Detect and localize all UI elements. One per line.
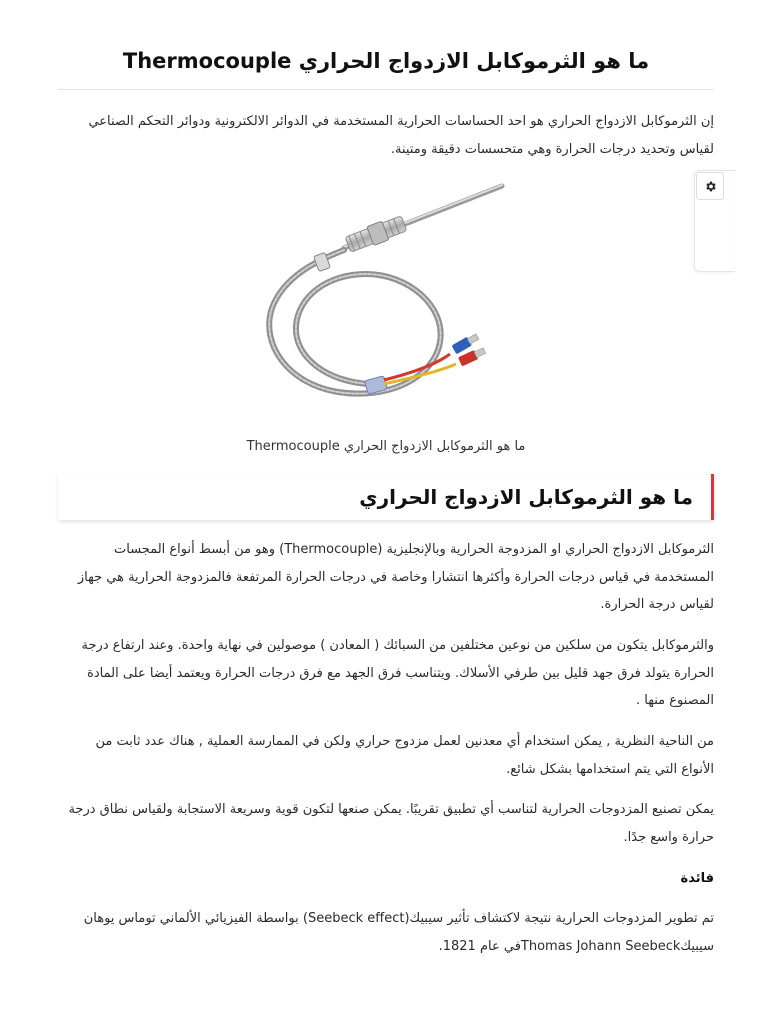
- section-heading: ما هو الثرموكابل الازدواج الحراري: [359, 485, 693, 509]
- figure-caption: ما هو الثرموكابل الازدواج الحراري Thermocouple: [246, 439, 526, 454]
- section-paragraph-1: الثرموكابل الازدواج الحراري او المزدوجة الحرارية وبالإنجليزية (Thermocouple) وهو من أبسط أنواع المجسات المستخدمة في قياس درجات الحرارة وأكثرها انتشارا وخاصة في درجات الحرارة المرتفعة فالمزدوجة الحرارية هي جهاز لقياس درجة الحرارة.: [77, 542, 714, 612]
- gear-icon: [704, 180, 717, 193]
- note-heading: فائدة: [680, 871, 714, 886]
- thermocouple-image: [258, 178, 514, 410]
- page-title: ما هو الثرموكابل الازدواج الحراري Thermocouple: [122, 49, 650, 73]
- section-heading-box: [58, 474, 714, 520]
- title-divider: [58, 89, 714, 90]
- section-paragraph-3: من الناحية النظرية , يمكن استخدام أي معدنين لعمل مزدوج حراري ولكن في الممارسة العملية , هناك عدد ثابت من الأنواع التي يتم استخدامها بشكل شائع.: [95, 734, 714, 777]
- thermocouple-illustration: [258, 178, 514, 410]
- section-paragraph-4: يمكن تصنيع المزدوجات الحرارية لتناسب أي تطبيق تقريبًا. يمكن صنعها لتكون قوية وسريعة الاستجابة ولقياس نطاق درجة حرارة واسع جدًا.: [68, 802, 714, 845]
- intro-paragraph: إن الثرموكابل الازدواج الحراري هو احد الحساسات الحرارية المستخدمة في الدوائر الالكترونية ودوائر التحكم الصناعي لقياس وتحديد درجات الحرارة وهي متحسسات دقيقة ومتينة.: [88, 114, 714, 157]
- note-paragraph: تم تطوير المزدوجات الحرارية نتيجة لاكتشاف تأثير سيبيك(Seebeck effect) بواسطة الفيزيائي الألماني توماس يوهان سيبيكThomas Johann Seebeckفي عام 1821.: [83, 911, 714, 954]
- settings-button[interactable]: [696, 172, 724, 200]
- section-paragraph-2: والثرموكابل يتكون من سلكين من نوعين مختلفين من السبائك ( المعادن ) موصولين في نهاية واحدة. وعند ارتفاع درجة الحرارة يتولد فرق جهد قليل بين طرفي الأسلاك. ويتناسب فرق الجهد مع فرق درجات الحرارة ويعتمد أيضا على المادة المصنوع منها .: [81, 638, 714, 708]
